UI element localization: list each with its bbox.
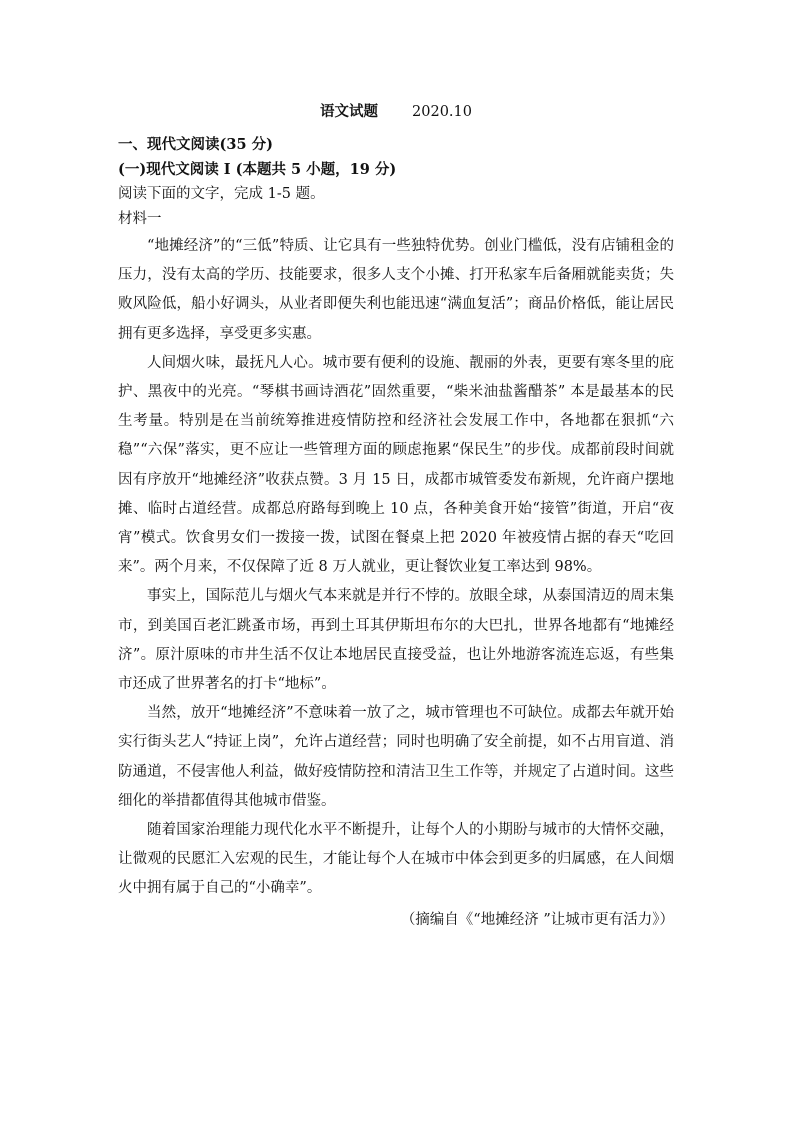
document-title: 语文试题 <box>320 103 379 120</box>
passage-paragraph-3: 事实上，国际范儿与烟火气本来就是并行不悖的。放眼全球，从泰国清迈的周末集市，到美国百老汇跳蚤市场，再到土耳其伊斯坦布尔的大巴扎，世界各地都有“地摊经济”。原汁原味的市井生活不仅让本地居民直接受益，也让外地游客流连忘返，有些集市还成了世界著名的打卡“地标”。 <box>118 588 674 693</box>
passage <box>118 232 674 904</box>
passage-paragraph-1: “地摊经济”的“三低”特质、让它具有一些独特优势。创业门槛低，没有店铺租金的压力，没有太高的学历、技能要求，很多人支个小摊、打开私家车后备厢就能卖货；失败风险低，船小好调头，从业者即便失利也能迅速“满血复活”；商品价格低，能让居民拥有更多选择，享受更多实惠。 <box>118 238 674 342</box>
subsection-heading: (一)现代文阅读 I (本题共 5 小题，19 分) <box>118 161 397 178</box>
instruction-text: 阅读下面的文字，完成 1-5 题。 <box>118 186 325 202</box>
source-citation: （摘编自《“地摊经济 ”让城市更有活力》） <box>400 911 674 928</box>
document-title-row <box>118 102 674 122</box>
section-heading: 一、现代文阅读(35 分) <box>118 136 273 153</box>
passage-paragraph-2: 人间烟火味，最抚凡人心。城市要有便利的设施、靓丽的外表，更要有寒冬里的庇护、黑夜中的光亮。“琴棋书画诗酒花”固然重要，“柴米油盐酱醋茶” 本是最基本的民生考量。特别是在当前统筹推进疫情防控和经济社会发展工作中，各地都在狠抓“六稳”“六保”落实，更不应让一些管理方面的顾虑拖累“保民生”的步伐。成都前段时间就因有序放开“地摊经济”收获点赞。3 月 15 日，成都市城管委发布新规，允许商户摆地摊、临时占道经营。成都总府路每到晚上 10 点，各种美食开始“接管”街道，开启“夜宵”模式。饮食男女们一拨接一拨，试图在餐桌上把 2020 年被疫情占据的春天“吃回来”。两个月来，不仅保障了近 8 万人就业，更让餐饮业复工率达到 98%。 <box>118 354 674 576</box>
material-label: 材料一 <box>118 211 162 227</box>
passage-paragraph-4: 当然，放开“地摊经济”不意味着一放了之，城市管理也不可缺位。成都去年就开始实行街头艺人“持证上岗”，允许占道经营；同时也明确了安全前提，如不占用盲道、消防通道，不侵害他人利益，做好疫情防控和清洁卫生工作等，并规定了占道时间。这些细化的举措都值得其他城市借鉴。 <box>118 705 674 809</box>
passage-paragraph-5: 随着国家治理能力现代化水平不断提升，让每个人的小期盼与城市的大情怀交融，让微观的民愿汇入宏观的民生，才能让每个人在城市中体会到更多的归属感，在人间烟火中拥有属于自己的“小确幸”。 <box>118 822 674 897</box>
document-date: 2020.10 <box>412 104 472 120</box>
